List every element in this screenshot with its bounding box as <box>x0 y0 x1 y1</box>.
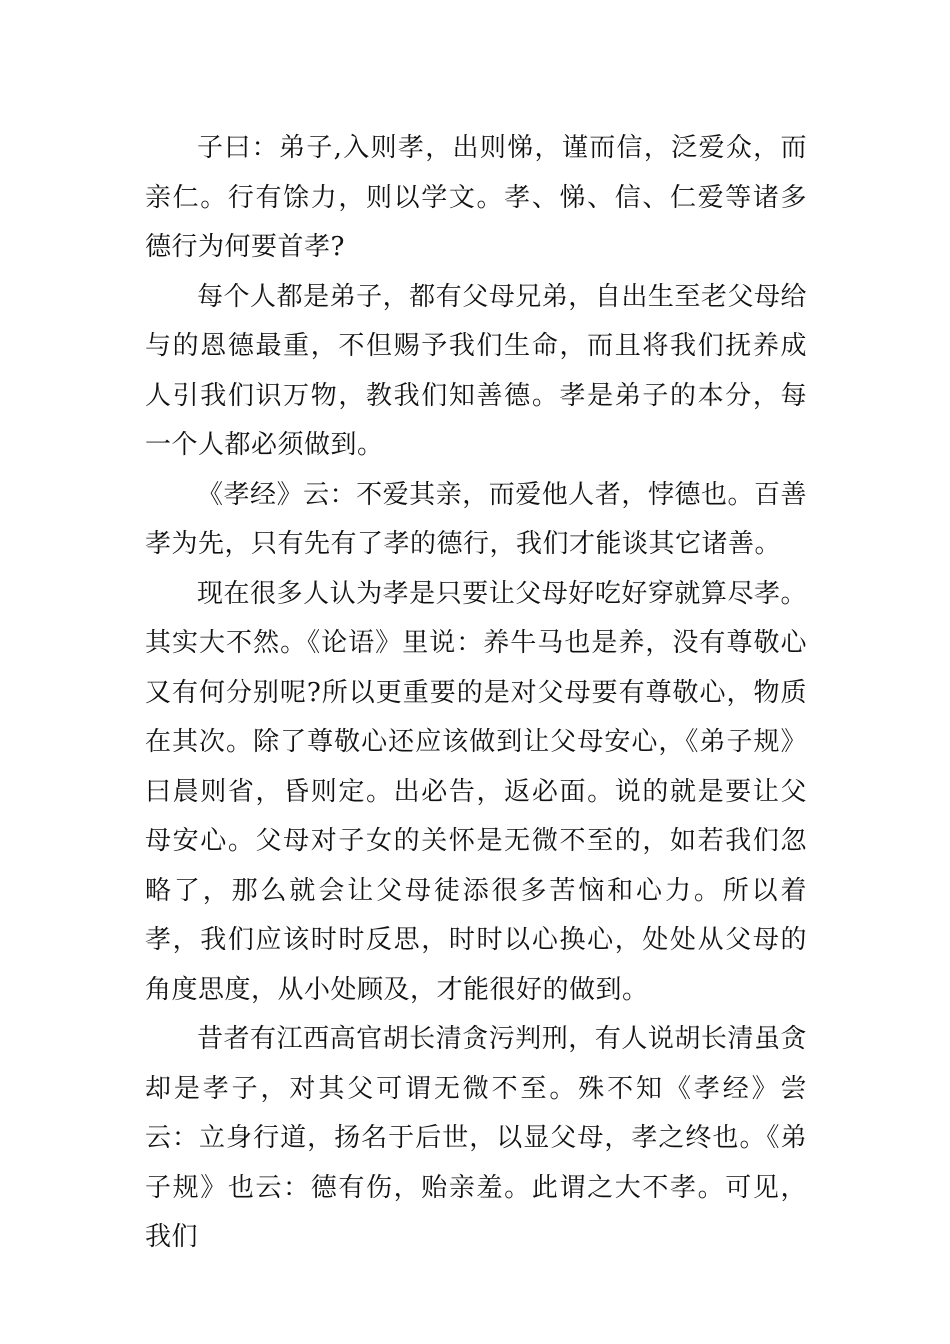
paragraph-4: 现在很多人认为孝是只要让父母好吃好穿就算尽孝。其实大不然。《论语》里说：养牛马也是养，没有尊敬心又有何分别呢?所以更重要的是对父母要有尊敬心，物质在其次。除了尊敬心还应该做到让父母安心，《弟子规》曰晨则省，昏则定。出必告，返必面。说的就是要让父母安心。父母对子女的关怀是无微不至的，如若我们忽略了，那么就会让父母徒添很多苦恼和心力。所以着孝，我们应该时时反思，时时以心换心，处处从父母的角度思度，从小处顾及，才能很好的做到。 <box>145 578 807 1005</box>
paragraph-1: 子曰：弟子,入则孝，出则悌，谨而信，泛爱众，而亲仁。行有馀力，则以学文。孝、悌、信、仁爱等诸多德行为何要首孝? <box>145 133 807 262</box>
paragraph-2: 每个人都是弟子，都有父母兄弟，自出生至老父母给与的恩德最重，不但赐予我们生命，而且将我们抚养成人引我们识万物，教我们知善德。孝是弟子的本分，每一个人都必须做到。 <box>145 281 807 460</box>
paragraph-3: 《孝经》云：不爱其亲，而爱他人者，悖德也。百善孝为先，只有先有了孝的德行，我们才能谈其它诸善。 <box>145 479 807 559</box>
paragraph-5: 昔者有江西高官胡长清贪污判刑，有人说胡长清虽贪却是孝子，对其父可谓无微不至。殊不知《孝经》尝云：立身行道，扬名于后世，以显父母，孝之终也。《弟子规》也云：德有伤，贻亲羞。此谓之大不孝。可见，我们 <box>145 1024 807 1252</box>
document-body <box>145 124 807 1263</box>
